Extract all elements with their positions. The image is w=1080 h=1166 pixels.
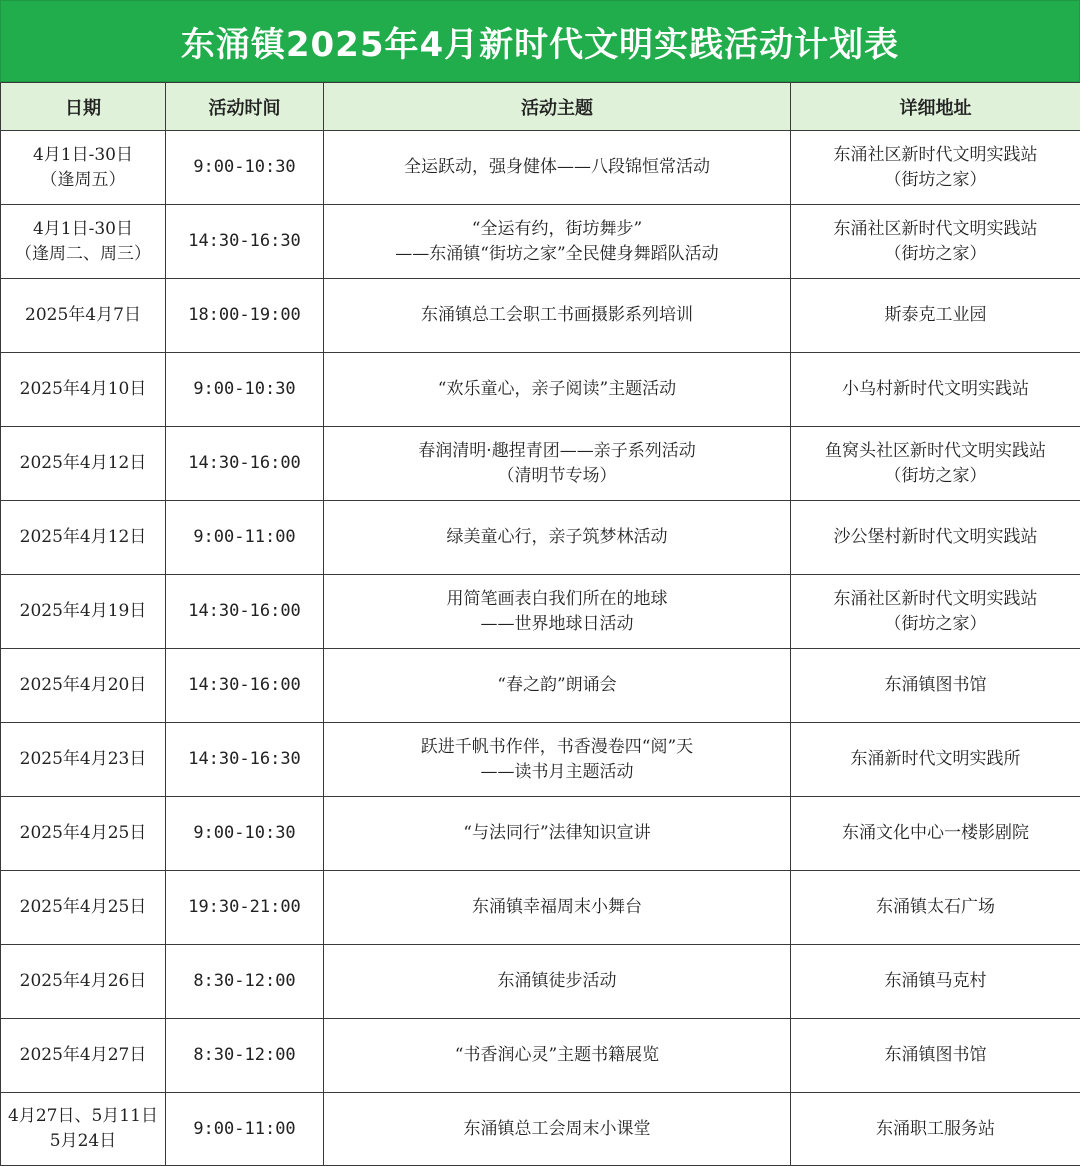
date-cell-line: 4月1日-30日 xyxy=(32,144,133,165)
date-cell xyxy=(1,575,166,649)
theme-cell-line: “与法同行”法律知识宣讲 xyxy=(463,823,651,843)
date-cell xyxy=(1,279,166,353)
date-cell xyxy=(1,131,166,205)
address-cell-line: 东涌文化中心一楼影剧院 xyxy=(842,823,1029,843)
date-cell-line: （逢周五） xyxy=(40,169,126,190)
date-cell xyxy=(1,797,166,871)
date-cell-line: 2025年4月25日 xyxy=(19,823,147,843)
address-cell-line: 东涌社区新时代文明实践站 xyxy=(833,588,1038,609)
address-cell xyxy=(791,353,1080,427)
date-cell-line: 2025年4月10日 xyxy=(19,379,147,399)
table-row xyxy=(1,131,1080,205)
address-cell xyxy=(791,1093,1080,1166)
time-cell: 19:30-21:00 xyxy=(166,871,324,945)
theme-cell xyxy=(324,279,791,353)
address-cell-line: （街坊之家） xyxy=(884,243,987,264)
address-cell-line: 东涌职工服务站 xyxy=(876,1118,995,1139)
date-cell xyxy=(1,871,166,945)
table-row xyxy=(1,427,1080,501)
theme-cell xyxy=(324,427,791,501)
date-cell xyxy=(1,205,166,279)
time-cell: 14:30-16:00 xyxy=(166,649,324,723)
theme-cell xyxy=(324,205,791,279)
table-header-row xyxy=(1,83,1080,131)
date-cell-line: 5月24日 xyxy=(49,1131,117,1151)
header-theme: 活动主题 xyxy=(324,83,791,131)
theme-cell-line: ——东涌镇“街坊之家”全民健身舞蹈队活动 xyxy=(395,243,719,264)
theme-cell-line: 全运跃动，强身健体——八段锦恒常活动 xyxy=(404,157,710,177)
table-row xyxy=(1,723,1080,797)
table-row xyxy=(1,797,1080,871)
table-row xyxy=(1,649,1080,723)
table-row xyxy=(1,1019,1080,1093)
theme-cell xyxy=(324,871,791,945)
time-cell: 9:00-11:00 xyxy=(166,501,324,575)
address-cell xyxy=(791,427,1080,501)
theme-cell-line: 绿美童心行，亲子筑梦林活动 xyxy=(446,527,668,547)
date-cell-line: （逢周二、周三） xyxy=(15,243,151,264)
time-cell: 14:30-16:30 xyxy=(166,205,324,279)
theme-cell-line: “全运有约，街坊舞步” xyxy=(471,218,643,239)
header-date: 日期 xyxy=(1,83,166,131)
date-cell-line: 2025年4月19日 xyxy=(19,601,147,621)
date-cell xyxy=(1,353,166,427)
date-cell xyxy=(1,649,166,723)
table-row xyxy=(1,501,1080,575)
time-cell: 9:00-10:30 xyxy=(166,797,324,871)
theme-cell-line: 东涌镇徒步活动 xyxy=(497,971,617,991)
time-cell: 14:30-16:00 xyxy=(166,575,324,649)
theme-cell-line: 东涌镇幸福周末小舞台 xyxy=(472,897,642,917)
theme-cell-line: 东涌镇总工会周末小课堂 xyxy=(463,1118,651,1139)
page-title: 东涌镇2025年4月新时代文明实践活动计划表 xyxy=(0,0,1080,82)
theme-cell xyxy=(324,723,791,797)
address-cell-line: 小乌村新时代文明实践站 xyxy=(842,379,1029,399)
theme-cell xyxy=(324,1093,791,1166)
address-cell-line: 东涌社区新时代文明实践站 xyxy=(833,218,1038,239)
address-cell-line: 东涌新时代文明实践所 xyxy=(850,749,1021,769)
theme-cell-line: 春润清明·趣捏青团——亲子系列活动 xyxy=(418,440,696,461)
theme-cell-line: ——读书月主题活动 xyxy=(480,761,634,782)
address-cell xyxy=(791,1019,1080,1093)
table-body xyxy=(1,131,1080,1166)
date-cell-line: 2025年4月7日 xyxy=(25,305,141,325)
date-cell-line: 2025年4月12日 xyxy=(19,527,147,547)
theme-cell xyxy=(324,131,791,205)
theme-cell xyxy=(324,353,791,427)
theme-cell xyxy=(324,575,791,649)
address-cell xyxy=(791,945,1080,1019)
date-cell xyxy=(1,945,166,1019)
address-cell xyxy=(791,279,1080,353)
table-row xyxy=(1,945,1080,1019)
header-time: 活动时间 xyxy=(166,83,324,131)
date-cell xyxy=(1,501,166,575)
address-cell-line: 东涌镇太石广场 xyxy=(876,897,995,917)
address-cell xyxy=(791,501,1080,575)
date-cell xyxy=(1,427,166,501)
theme-cell-line: （清明节专场） xyxy=(497,465,617,486)
table-row xyxy=(1,205,1080,279)
address-cell xyxy=(791,575,1080,649)
time-cell: 8:30-12:00 xyxy=(166,945,324,1019)
address-cell-line: 东涌镇图书馆 xyxy=(884,1045,987,1065)
table-row xyxy=(1,871,1080,945)
address-cell-line: 东涌社区新时代文明实践站 xyxy=(833,144,1038,165)
address-cell-line: （街坊之家） xyxy=(884,465,987,486)
theme-cell xyxy=(324,797,791,871)
time-cell: 8:30-12:00 xyxy=(166,1019,324,1093)
date-cell-line: 2025年4月26日 xyxy=(19,971,147,991)
theme-cell-line: ——世界地球日活动 xyxy=(480,613,634,634)
theme-cell-line: “欢乐童心，亲子阅读”主题活动 xyxy=(437,379,677,399)
time-cell: 9:00-10:30 xyxy=(166,131,324,205)
theme-cell-line: “书香润心灵”主题书籍展览 xyxy=(454,1045,660,1065)
address-cell-line: （街坊之家） xyxy=(884,169,987,190)
date-cell xyxy=(1,1019,166,1093)
theme-cell-line: “春之韵”朗诵会 xyxy=(497,675,617,695)
date-cell-line: 2025年4月23日 xyxy=(19,749,147,769)
table-row xyxy=(1,575,1080,649)
address-cell-line: （街坊之家） xyxy=(884,613,987,634)
theme-cell xyxy=(324,945,791,1019)
date-cell-line: 2025年4月25日 xyxy=(19,897,147,917)
date-cell-line: 4月27日、5月11日 xyxy=(8,1106,158,1126)
time-cell: 14:30-16:30 xyxy=(166,723,324,797)
address-cell-line: 东涌镇图书馆 xyxy=(884,675,987,695)
header-address: 详细地址 xyxy=(791,83,1080,131)
time-cell: 14:30-16:00 xyxy=(166,427,324,501)
date-cell-line: 2025年4月20日 xyxy=(19,675,147,695)
theme-cell xyxy=(324,1019,791,1093)
address-cell-line: 斯泰克工业园 xyxy=(884,305,987,325)
address-cell-line: 鱼窝头社区新时代文明实践站 xyxy=(825,440,1046,461)
address-cell-line: 东涌镇马克村 xyxy=(884,971,987,991)
address-cell-line: 沙公堡村新时代文明实践站 xyxy=(833,527,1038,547)
table-row xyxy=(1,353,1080,427)
address-cell xyxy=(791,871,1080,945)
theme-cell xyxy=(324,649,791,723)
theme-cell-line: 东涌镇总工会职工书画摄影系列培训 xyxy=(421,305,693,325)
date-cell-line: 4月1日-30日 xyxy=(32,218,133,239)
address-cell xyxy=(791,797,1080,871)
address-cell xyxy=(791,131,1080,205)
date-cell xyxy=(1,1093,166,1166)
table-row xyxy=(1,1093,1080,1166)
address-cell xyxy=(791,723,1080,797)
address-cell xyxy=(791,649,1080,723)
table-row xyxy=(1,279,1080,353)
address-cell xyxy=(791,205,1080,279)
theme-cell-line: 用简笔画表白我们所在的地球 xyxy=(446,588,668,609)
time-cell: 9:00-10:30 xyxy=(166,353,324,427)
theme-cell-line: 跃进千帆书作伴，书香漫卷四“阅”天 xyxy=(420,736,694,757)
date-cell-line: 2025年4月12日 xyxy=(19,453,147,473)
time-cell: 9:00-11:00 xyxy=(166,1093,324,1166)
schedule-table xyxy=(0,82,1080,1166)
date-cell xyxy=(1,723,166,797)
date-cell-line: 2025年4月27日 xyxy=(19,1045,147,1065)
time-cell: 18:00-19:00 xyxy=(166,279,324,353)
theme-cell xyxy=(324,501,791,575)
